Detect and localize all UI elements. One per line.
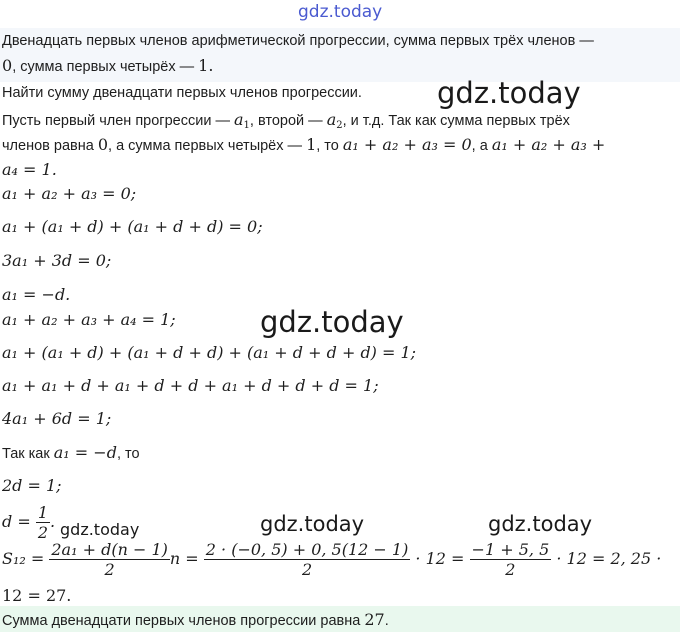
- sum-result: 12 = 27.: [2, 586, 72, 605]
- step-1: a₁ + a₂ + a₃ = 0;: [2, 184, 137, 203]
- sum-formula: S₁₂ = $\frac{\text{2a₁ + d(n − 1)}}{2}$ n = $\frac{2 \cdot (-0, 5) + 0, 5(12 - 1)}{2}$ · 12 = $\frac{-1 + 5, 5}{2}$ · 12 = 2, 25 ·: [2, 540, 662, 579]
- step-2: a₁ + (a₁ + d) + (a₁ + d + d) = 0;: [2, 217, 263, 236]
- d-value: d = $\frac{1}{2}$ .: [2, 503, 56, 542]
- step-7: a₁ + a₁ + d + a₁ + d + d + a₁ + d + d + d = 1;: [2, 376, 379, 395]
- step-4: a₁ = −d.: [2, 285, 71, 304]
- fraction-1: $\frac{\text{2a₁ + d(n − 1)}}{2}$: [51, 540, 168, 579]
- problem-one: 1: [198, 56, 209, 75]
- step-3: 3a₁ + 3d = 0;: [2, 251, 112, 270]
- watermark-4: gdz.today: [260, 512, 365, 536]
- fraction-3: $\frac{-1 + 5, 5}{2}$: [471, 540, 550, 579]
- answer-line: Сумма двенадцати первых членов прогрессии равна 27.: [2, 610, 389, 629]
- watermark-top: gdz.today: [298, 2, 383, 22]
- intro-eq-2-start: a₁ + a₂ + a₃ +: [491, 135, 606, 154]
- term-a2: $a_2$: [326, 110, 343, 131]
- step-8: 4a₁ + 6d = 1;: [2, 409, 112, 428]
- problem-question: Найти сумму двенадцати первых членов прогрессии.: [2, 85, 362, 101]
- problem-line-2: 0, сумма первых четырёх — 1.: [2, 56, 214, 75]
- step-5: a₁ + a₂ + a₃ + a₄ = 1;: [2, 310, 176, 329]
- step-6: a₁ + (a₁ + d) + (a₁ + d + d) + (a₁ + d + d + d) = 1;: [2, 343, 417, 362]
- intro-eq-2-end: a₄ = 1.: [2, 160, 57, 179]
- problem-zero: 0: [2, 56, 13, 75]
- intro-line-1: Пусть первый член прогрессии — $a_1$, второй — $a_2$, и т.д. Так как сумма первых трёх: [2, 110, 570, 131]
- intro-line-2: членов равна 0, а сумма первых четырёх — 1, то a₁ + a₂ + a₃ = 0, а a₁ + a₂ + a₃ +: [2, 135, 606, 154]
- term-a1: $a_1$: [234, 110, 250, 131]
- step-2d: 2d = 1;: [2, 476, 62, 495]
- watermark-5: gdz.today: [488, 512, 593, 536]
- watermark-3: gdz.today: [60, 520, 140, 539]
- problem-line-1: Двенадцать первых членов арифметической прогрессии, сумма первых трёх членов —: [2, 33, 594, 49]
- answer-value: 27: [364, 610, 385, 629]
- fraction-half: $\frac{1}{2}$: [37, 503, 49, 542]
- intro-eq-1: a₁ + a₂ + a₃ = 0: [342, 135, 472, 154]
- since-line: Так как a₁ = −d, то: [2, 443, 140, 462]
- fraction-2: $\frac{2 \cdot (-0, 5) + 0, 5(12 - 1)}{2}$: [205, 540, 409, 579]
- watermark-1: gdz.today: [437, 76, 581, 110]
- watermark-2: gdz.today: [260, 305, 404, 339]
